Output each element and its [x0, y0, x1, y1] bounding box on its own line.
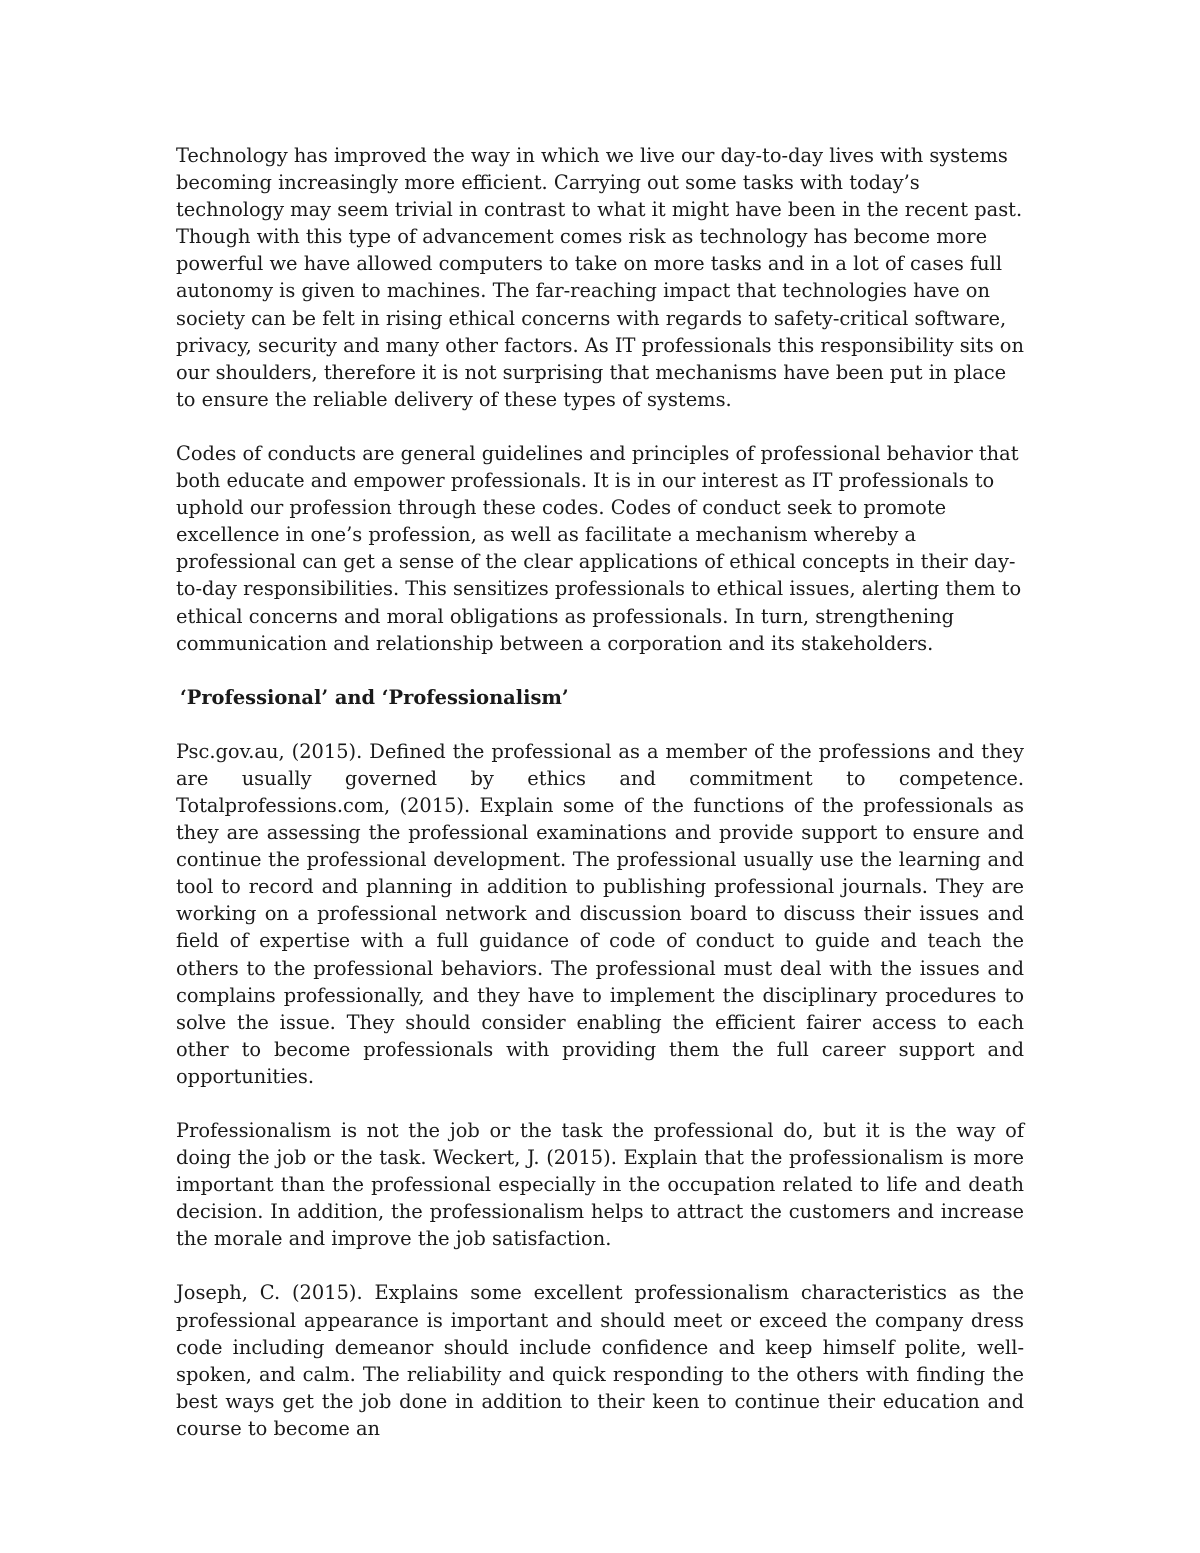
paragraph-professionalism-characteristics: Joseph, C. (2015). Explains some excellent professionalism characteristics as the professional appearance is important and should meet or exceed the company dress code including demeanor should include confidence and keep himself polite, well-spoken, and calm. The reliability and quick responding to the others with finding the best ways get the job done in addition to their keen to continue their education and course to become an — [176, 1281, 1024, 1440]
paragraph-technology-intro: Technology has improved the way in which we live our day-to-day lives with systems becoming increasingly more efficient. Carrying out some tasks with today’s technology may seem trivial in contrast to what it might have been in the recent past. Though with this type of advancement comes risk as technology has become more powerful we have allowed computers to take on more tasks and in a lot of cases full autonomy is given to machines. The far-reaching impact that technologies have on society can be felt in rising ethical concerns with regards to safety-critical software, privacy, security and many other factors. As IT professionals this responsibility sits on our shoulders, therefore it is not surprising that mechanisms have been put in place to ensure the reliable delivery of these types of systems. — [176, 144, 1024, 411]
paragraph-professional-definition: Psc.gov.au, (2015). Defined the professional as a member of the professions and they are usually governed by ethics and commitment to competence. Totalprofessions.com, (2015). Explain some of the functions of the professionals as they are assessing the professional examinations and provide support to ensure and continue the professional development. The professional usually use the learning and tool to record and planning in addition to publishing professional journals. They are working on a professional network and discussion board to discuss their issues and field of expertise with a full guidance of code of conduct to guide and teach the others to the professional behaviors. The professional must deal with the issues and complains professionally, and they have to implement the disciplinary procedures to solve the issue. They should consider enabling the efficient fairer access to each other to become professionals with providing them the full career support and opportunities. — [176, 739, 1024, 1088]
section-heading: ‘Professional’ and ‘Professionalism’ — [180, 685, 569, 709]
paragraph-codes-of-conduct: Codes of conducts are general guidelines and principles of professional behavior that both educate and empower professionals. It is in our interest as IT professionals to uphold our profession through these codes. Codes of conduct seek to promote excellence in one’s profession, as well as facilitate a mechanism whereby a professional can get a sense of the clear applications of ethical concepts in their day-to-day responsibilities. This sensitizes professionals to ethical issues, alerting them to ethical concerns and moral obligations as professionals. In turn, strengthening communication and relationship between a corporation and its stakeholders. — [176, 441, 1022, 655]
paragraph-professionalism: Professionalism is not the job or the task the professional do, but it is the way of doing the job or the task. Weckert, J. (2015). Explain that the professionalism is more important than the professional especially in the occupation related to life and death decision. In addition, the professionalism helps to attract the customers and increase the morale and improve the job satisfaction. — [176, 1119, 1024, 1251]
document-body — [176, 142, 1024, 1469]
